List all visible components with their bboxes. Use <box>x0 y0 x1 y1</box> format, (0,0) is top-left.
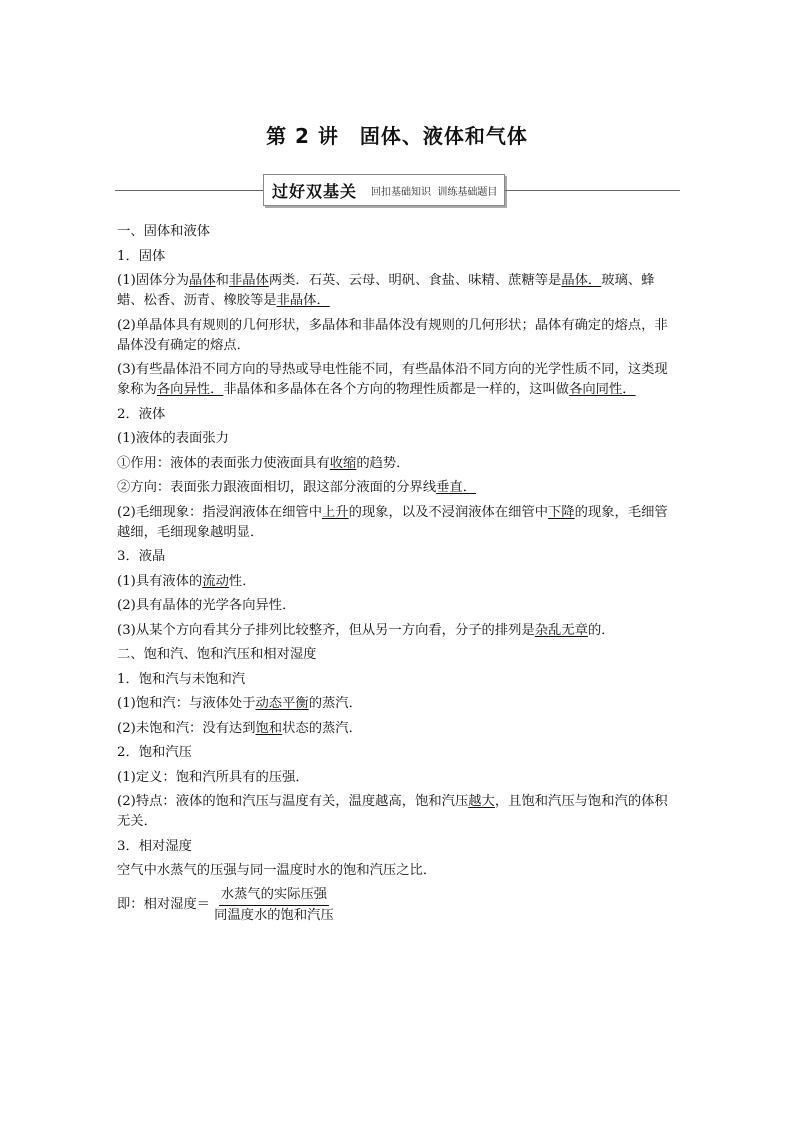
subsection-heading: 2．液体 <box>117 406 166 422</box>
answer-blank: 各向同性． <box>569 382 636 397</box>
answer-blank: 上升 <box>322 504 349 520</box>
paragraph: (3)有些晶体沿不同方向的导热或导电性能不同，有些晶体沿不同方向的光学性质不同，这类现象称为各向异性．非晶体和多晶体在各个方向的物理性质都是一样的，这叫做各向同性． <box>117 362 668 397</box>
paragraph: (2)单晶体具有规则的几何形状，多晶体和非晶体没有规则的几何形状；晶体有确定的熔点，非晶体没有确定的熔点． <box>117 317 668 353</box>
banner-main-label: 过好双基关 <box>272 181 358 201</box>
answer-blank: 晶体． <box>561 273 602 288</box>
paragraph: (1)固体分为晶体和非晶体两类．石英、云母、明矾、食盐、味精、蔗糖等是晶体．玻璃、蜂蜡、松香、沥青、橡胶等是非晶体． <box>117 273 655 308</box>
answer-blank: 各向异性． <box>156 382 224 397</box>
section-heading: 二、饱和汽、饱和汽压和相对湿度 <box>117 647 317 662</box>
banner-rule-right <box>505 190 680 191</box>
banner-box <box>263 174 505 206</box>
subsection-heading: 1．固体 <box>117 248 166 264</box>
answer-blank: 越大 <box>468 794 495 809</box>
paragraph: (2)具有晶体的光学各向异性． <box>117 598 296 613</box>
subsection-heading: 2．饱和汽压 <box>117 745 192 760</box>
answer-blank: 杂乱无章 <box>534 622 588 638</box>
paragraph: (3)从某个方向看其分子排列比较整齐，但从另一方向看，分子的排列是杂乱无章的． <box>117 622 615 638</box>
subsection-heading: 3．液晶 <box>117 549 166 564</box>
fraction <box>212 886 336 925</box>
fraction-numerator: 水蒸气的实际压强 <box>219 886 329 906</box>
document-body <box>117 222 679 929</box>
answer-blank: 非晶体． <box>276 293 330 308</box>
paragraph: (1)具有液体的流动性． <box>117 573 256 589</box>
section-heading: 一、固体和液体 <box>117 224 211 239</box>
paragraph: ①作用：液体的表面张力使液面具有收缩的趋势． <box>117 455 410 471</box>
answer-blank: 垂直． <box>436 480 477 495</box>
paragraph: ②方向：表面张力跟液面相切，跟这部分液面的分界线垂直． <box>117 480 477 495</box>
paragraph: (2)未饱和汽：没有达到饱和状态的蒸汽． <box>117 720 362 736</box>
answer-blank: 收缩 <box>329 455 357 471</box>
paragraph: (1)定义：饱和汽所具有的压强． <box>117 769 309 785</box>
answer-blank: 动态平衡 <box>255 696 309 711</box>
formula-prefix: 即：相对湿度＝ <box>117 897 211 912</box>
banner-rule-left <box>115 190 263 191</box>
answer-blank: 流动 <box>202 573 229 589</box>
subsection-heading: 1．饱和汽与未饱和汽 <box>117 671 246 687</box>
section-banner <box>115 172 680 208</box>
answer-blank: 非晶体 <box>228 273 269 288</box>
answer-blank: 下降 <box>548 504 575 520</box>
answer-blank: 饱和 <box>255 720 283 736</box>
banner-sub-label: 回扣基础知识 训练基础题目 <box>371 186 498 198</box>
relative-humidity-formula <box>117 886 679 925</box>
paragraph: (1)饱和汽：与液体处于动态平衡的蒸汽． <box>117 696 362 711</box>
fraction-denominator: 同温度水的饱和汽压 <box>214 907 334 923</box>
answer-blank: 晶体 <box>189 273 216 288</box>
paragraph: (2)特点：液体的饱和汽压与温度有关，温度越高，饱和汽压越大，且饱和汽压与饱和汽的体积无关． <box>117 794 668 829</box>
page-title: 第 2 讲 固体、液体和气体 <box>266 124 528 148</box>
subsection-heading: 3．相对湿度 <box>117 838 192 854</box>
paragraph: (2)毛细现象：指浸润液体在细管中上升的现象，以及不浸润液体在细管中下降的现象，毛细管越细，毛细现象越明显． <box>117 504 668 540</box>
paragraph: 空气中水蒸气的压强与同一温度时水的饱和汽压之比． <box>117 863 437 878</box>
paragraph: (1)液体的表面张力 <box>117 431 229 446</box>
